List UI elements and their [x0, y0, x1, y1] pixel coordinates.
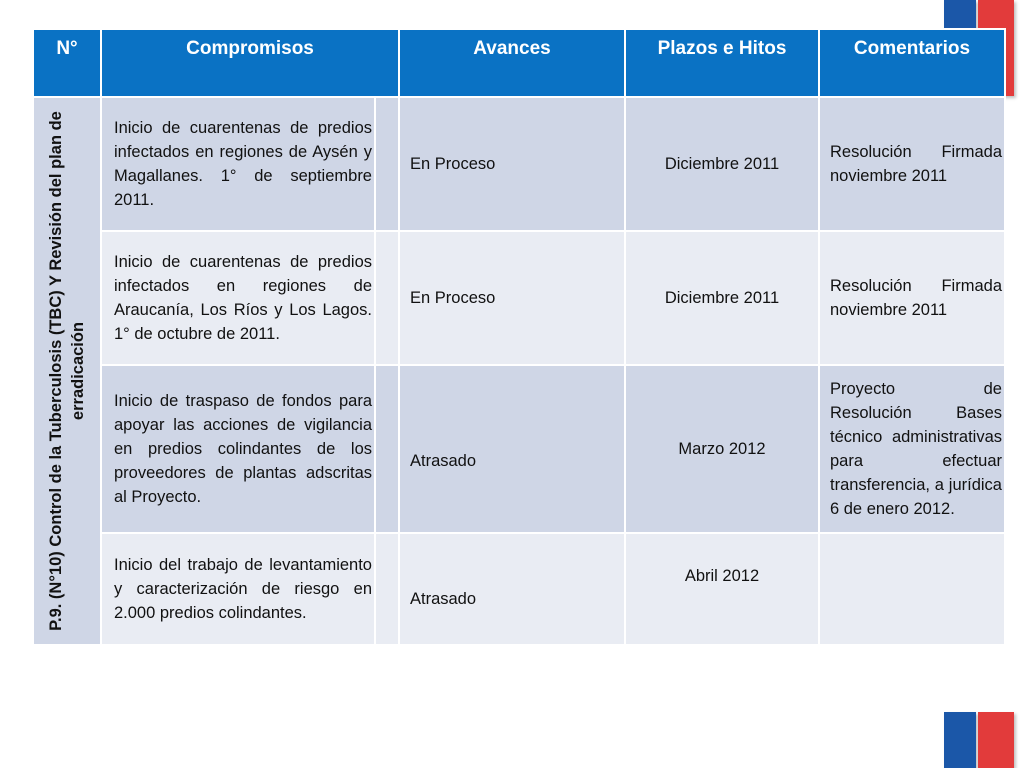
header-avances: Avances: [399, 29, 625, 97]
header-comentarios: Comentarios: [819, 29, 1005, 97]
avance-cell: Atrasado: [399, 533, 625, 645]
spacer-cell: [375, 231, 399, 365]
plazo-cell: Abril 2012: [625, 533, 819, 645]
table-row: [33, 533, 1005, 645]
comentario-cell: Proyecto de Resolución Bases técnico administrativas para efectuar transferencia, a jurídica 6 de enero 2012.: [819, 365, 1005, 533]
spacer-cell: [375, 97, 399, 231]
avance-cell: En Proceso: [399, 231, 625, 365]
avance-cell: En Proceso: [399, 97, 625, 231]
compromiso-cell: Inicio de cuarentenas de predios infectados en regiones de Aysén y Magallanes. 1° de septiembre 2011.: [101, 97, 375, 231]
header-row: [33, 29, 1005, 97]
corner-bar-blue: [944, 712, 976, 768]
compromiso-cell: Inicio del trabajo de levantamiento y caracterización de riesgo en 2.000 predios colindantes.: [101, 533, 375, 645]
comentario-cell: Resolución Firmada noviembre 2011: [819, 231, 1005, 365]
table-row: [33, 231, 1005, 365]
comentario-cell: Resolución Firmada noviembre 2011: [819, 97, 1005, 231]
comentario-cell: [819, 533, 1005, 645]
commitments-table: [32, 28, 1006, 646]
corner-decoration-bottom: [944, 712, 1016, 768]
avance-cell: Atrasado: [399, 365, 625, 533]
header-plazos: Plazos e Hitos: [625, 29, 819, 97]
corner-bar-red: [978, 712, 1014, 768]
plazo-cell: Marzo 2012: [625, 365, 819, 533]
spacer-cell: [375, 365, 399, 533]
section-label: P.9. (N°10) Control de la Tuberculosis (TBC) Y Revisión del plan de erradicación: [47, 111, 87, 631]
header-compromisos: Compromisos: [101, 29, 399, 97]
plazo-cell: Diciembre 2011: [625, 97, 819, 231]
header-num: N°: [33, 29, 101, 97]
compromiso-cell: Inicio de cuarentenas de predios infectados en regiones de Araucanía, Los Ríos y Los Lagos. 1° de octubre de 2011.: [101, 231, 375, 365]
compromiso-cell: Inicio de traspaso de fondos para apoyar las acciones de vigilancia en predios colindantes de los proveedores de plantas adscritas al Proyecto.: [101, 365, 375, 533]
spacer-cell: [375, 533, 399, 645]
table-row: [33, 97, 1005, 231]
section-label-cell: [33, 97, 101, 645]
plazo-cell: Diciembre 2011: [625, 231, 819, 365]
table-row: [33, 365, 1005, 533]
